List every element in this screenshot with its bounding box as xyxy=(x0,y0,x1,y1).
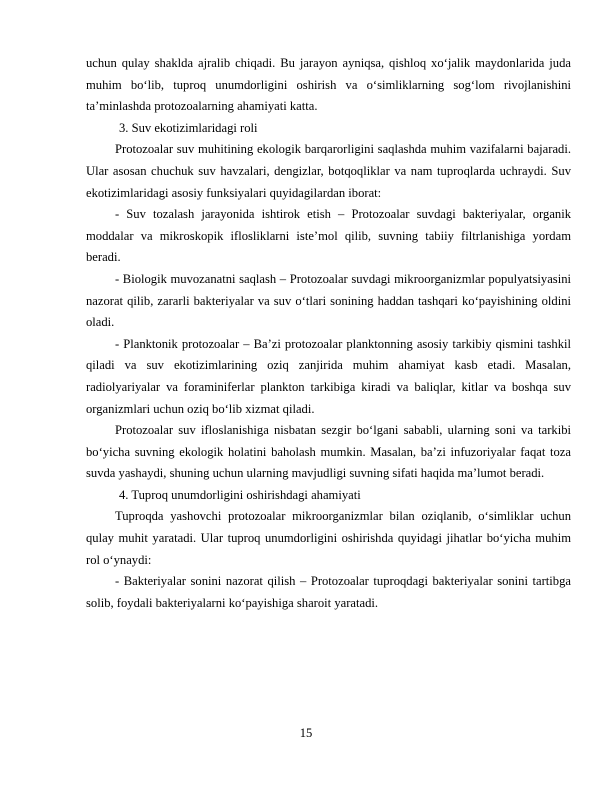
list-item-bacteria-control: - Bakteriyalar sonini nazorat qilish – Protozoalar tuproqdagi bakteriyalar sonini tartibga solib, foydali bakteriyalarni ko‘payishiga sharoit yaratadi. xyxy=(86,574,571,610)
paragraph-pollution-sensitivity: Protozoalar suv ifloslanishiga nisbatan sezgir bo‘lgani sababli, ularning soni va tarkibi bo‘yicha suvning ekologik holatini baholash mumkin. Masalan, ba’zi infuzoriyalar faqat toza suvda yashaydi, shuning uchun ularning mavjudligi suvning sifati haqida ma’lumot beradi. xyxy=(86,423,571,481)
paragraph-continuation: uchun qulay shaklda ajralib chiqadi. Bu jarayon ayniqsa, qishloq xo‘jalik maydonlarida juda muhim bo‘lib, tuproq unumdorligini oshirish va o‘simliklarning sog‘lom rivojlanishini ta’minlashda protozoalarning ahamiyati katta. xyxy=(86,56,571,114)
section-heading-water-ecosystems: 3. Suv ekotizimlaridagi roli xyxy=(119,120,258,135)
section-heading-soil-fertility: 4. Tuproq unumdorligini oshirishdagi ahamiyati xyxy=(119,487,361,502)
list-item-planktonic-protozoa: - Planktonik protozoalar – Ba’zi protozoalar planktonning asosiy tarkibiy qismini tashkil qiladi va suv ekotizimlarining oziq zanjirida muhim ahamiyat kasb etadi. Masalan, radiolyariyalar va foraminiferlar plankton tarkibiga kiradi va baliqlar, kitlar va boshqa suv organizmlari uchun oziq bo‘lib xizmat qiladi. xyxy=(86,336,571,416)
page-number: 15 xyxy=(299,726,313,740)
paragraph-soil-intro: Tuproqda yashovchi protozoalar mikroorganizmlar bilan oziqlanib, o‘simliklar uchun qulay muhit yaratadi. Ular tuproq unumdorligini oshirishda quyidagi jihatlar bo‘yicha muhim rol o‘ynaydi: xyxy=(86,509,571,567)
document-body xyxy=(86,53,571,614)
paragraph-water-intro: Protozoalar suv muhitining ekologik barqarorligini saqlashda muhim vazifalarni bajaradi. Ular asosan chuchuk suv havzalari, dengizlar, botqoqliklar va nam tuproqlarda uchraydi. Suv ekotizimlaridagi asosiy funksiyalari quyidagilardan iborat: xyxy=(86,142,571,200)
list-item-biological-balance: - Biologik muvozanatni saqlash – Protozoalar suvdagi mikroorganizmlar populyatsiyasini nazorat qilib, zararli bakteriyalar va suv o‘tlari sonining haddan tashqari ko‘payishining oldini oladi. xyxy=(86,271,571,330)
list-item-water-purification: - Suv tozalash jarayonida ishtirok etish – Protozoalar suvdagi bakteriyalar, organik moddalar va mikroskopik iflosliklarni iste’mol qilib, suvning tabiiy filtrlanishiga yordam beradi. xyxy=(86,207,571,265)
